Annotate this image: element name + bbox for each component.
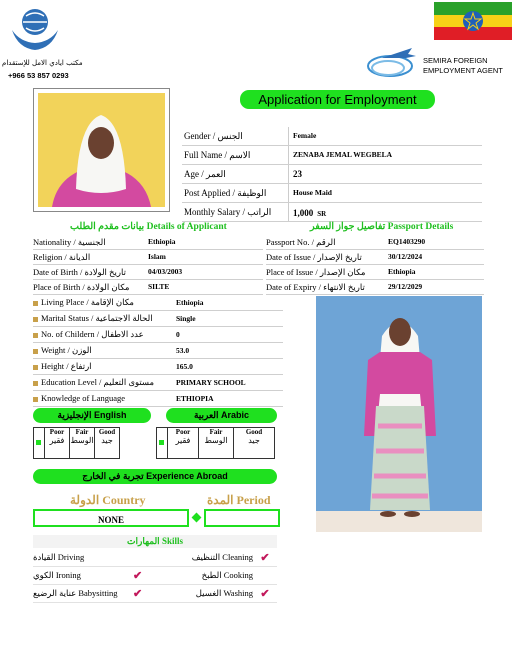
english-language-badge: الإنجليزية English: [33, 408, 151, 423]
personal-row: [33, 375, 283, 391]
english-good-cell[interactable]: Good جيد: [95, 428, 120, 459]
bullet-icon: [33, 317, 38, 322]
country-label: الدولة Country: [70, 493, 146, 507]
salary-label: Monthly Salary / الراتب: [182, 203, 289, 221]
issue-place-value: Ethiopia: [388, 267, 416, 276]
arabic-level-marker: [156, 427, 167, 459]
applicant-row: [33, 280, 263, 295]
dob-label: Date of Birth / تاريخ الولادة: [33, 267, 126, 277]
english-poor-cell[interactable]: Poor فقير: [45, 428, 70, 459]
agency-name-right-2: EMPLOYMENT AGENT: [423, 66, 503, 75]
summary-row: [182, 184, 482, 203]
salary-value-wrap: [289, 203, 326, 221]
nationality-value: Ethiopia: [148, 237, 176, 246]
personal-row: [33, 391, 283, 407]
applicant-details-header: بيانات مقدم الطلب Details of Applicant: [70, 222, 227, 232]
skill-cleaning-check[interactable]: ✔: [260, 552, 270, 564]
personal-details: [33, 295, 283, 407]
agency-name-right-1: SEMIRA FOREIGN: [423, 56, 488, 65]
summary-table: [182, 127, 482, 222]
skill-row: [33, 567, 277, 585]
hands-globe-icon: [4, 4, 66, 56]
summary-row: [182, 165, 482, 184]
applicant-row: [33, 265, 263, 280]
expiry-date-value: 29/12/2029: [388, 282, 423, 291]
education-label: Education Level / مستوى التعليم: [41, 377, 155, 387]
arabic-level-grid: [156, 427, 275, 459]
children-value: 0: [176, 330, 180, 339]
arabic-poor-cell[interactable]: Poor فقير: [168, 428, 199, 459]
post-applied-label: Post Applied / الوظيفة: [182, 184, 289, 202]
applicant-portrait: [33, 88, 170, 212]
summary-row: [182, 203, 482, 222]
children-label: No. of Childern / عدد الاطفال: [41, 329, 144, 339]
skill-cleaning-label: التنظيف Cleaning: [191, 552, 253, 562]
personal-row: [33, 311, 283, 327]
birthplace-label: Place of Birth / مكان الولادة: [33, 282, 130, 292]
skills-grid: [33, 549, 277, 603]
summary-row: [182, 127, 482, 146]
marital-status-value: Single: [176, 314, 196, 323]
passport-row: [266, 280, 484, 295]
english-fair-cell[interactable]: Fair الوسط: [70, 428, 95, 459]
issue-place-label: Place of Issue / مكان الإصدار: [266, 267, 366, 277]
weight-value: 53.0: [176, 346, 190, 355]
applicant-row: [33, 235, 263, 250]
bullet-icon: [33, 381, 38, 386]
bullet-icon: [33, 349, 38, 354]
post-applied-value: House Maid: [293, 188, 332, 197]
religion-label: Religion / الديانة: [33, 252, 91, 262]
full-name-label: Full Name / الاسم: [182, 146, 289, 164]
dob-value: 04/03/2003: [148, 267, 183, 276]
living-place-value: Ethiopia: [176, 298, 204, 307]
age-value: 23: [293, 169, 302, 179]
country-field[interactable]: NONE: [33, 509, 189, 527]
bullet-icon: [33, 333, 38, 338]
skill-ironing-check[interactable]: ✔: [133, 570, 143, 582]
issue-date-label: Date of Issue / تاريخ الإصدار: [266, 252, 362, 262]
passport-no-value: EQ1403290: [388, 237, 426, 246]
agency-logo-left: [4, 4, 66, 56]
passport-details-header: تفاصيل جواز السفر Passport Details: [310, 222, 454, 232]
living-place-label: Living Place / مكان الإقامة: [41, 297, 134, 307]
passport-row: [266, 235, 484, 250]
skill-ironing-label: الكوي Ironing: [33, 570, 81, 580]
passport-details: [266, 235, 484, 295]
passport-row: [266, 250, 484, 265]
religion-value: Islam: [148, 252, 166, 261]
age-label: Age / العمر: [182, 165, 289, 183]
arabic-good-cell[interactable]: Good جيد: [234, 428, 275, 459]
height-value: 165.0: [176, 362, 193, 371]
period-label: المدة Period: [207, 493, 271, 507]
marital-status-label: Marital Status / الحالة الاجتماعية: [41, 313, 153, 323]
personal-row: [33, 359, 283, 375]
weight-label: Weight / الوزن: [41, 345, 92, 355]
page-title: Application for Employment: [240, 90, 435, 109]
agency-name-arabic: مكتب ايادي الامل للإستقدام: [2, 59, 83, 67]
applicant-details: [33, 235, 263, 295]
skills-header: المهارات Skills: [33, 535, 277, 548]
issue-date-value: 30/12/2024: [388, 252, 423, 261]
skill-babysitting-label: عناية الرضيع Babysitting: [33, 588, 118, 598]
skill-driving-label: القيادة Driving: [33, 552, 85, 562]
ethiopia-flag-icon: [434, 2, 512, 40]
skill-row: [33, 585, 277, 603]
passport-row: [266, 265, 484, 280]
language-knowledge-label: Knowledge of Language: [41, 393, 126, 403]
height-label: Height / ارتفاع: [41, 361, 92, 371]
english-level-grid: [33, 427, 120, 459]
birthplace-value: SILTE: [148, 282, 170, 291]
english-levels-table: [44, 427, 120, 459]
language-knowledge-value: ETHIOPIA: [176, 394, 214, 403]
personal-row: [33, 327, 283, 343]
skill-cooking-label: الطبخ Cooking: [201, 570, 253, 580]
full-name-value: ZENABA JEMAL WEGBELA: [293, 150, 393, 159]
skill-washing-label: الغسيل Washing: [195, 588, 253, 598]
salary-unit: SR: [317, 210, 327, 218]
bullet-icon: [33, 301, 38, 306]
bullet-icon: [33, 365, 38, 370]
personal-row: [33, 295, 283, 311]
experience-abroad-header: تجربة في الخارج Experience Abroad: [33, 469, 277, 484]
applicant-full-photo: [316, 296, 482, 532]
english-level-marker: [33, 427, 44, 459]
gender-label: Gender / الجنس: [182, 127, 289, 145]
arabic-levels-table: [167, 427, 275, 459]
expiry-date-label: Date of Expiry / تاريخ الانتهاء: [266, 282, 365, 292]
skill-row: [33, 549, 277, 567]
checkmark-square-icon: [36, 440, 41, 445]
personal-row: [33, 343, 283, 359]
passport-no-label: Passport No. / الرقم: [266, 237, 336, 247]
period-field[interactable]: [204, 509, 280, 527]
diamond-separator-icon: [192, 513, 202, 523]
gender-value: Female: [293, 131, 317, 140]
skill-babysitting-check[interactable]: ✔: [133, 588, 143, 600]
agency-phone: +966 53 857 0293: [8, 71, 69, 80]
plane-globe-icon: [362, 44, 420, 80]
summary-row: [182, 146, 482, 165]
applicant-row: [33, 250, 263, 265]
bullet-icon: [33, 397, 38, 402]
nationality-label: Nationality / الجنسية: [33, 237, 106, 247]
checkmark-square-icon: [159, 440, 164, 445]
education-value: PRIMARY SCHOOL: [176, 378, 246, 387]
salary-value: 1,000: [293, 208, 314, 218]
arabic-fair-cell[interactable]: Fair الوسط: [199, 428, 234, 459]
skill-washing-check[interactable]: ✔: [260, 588, 270, 600]
arabic-language-badge: العربية Arabic: [166, 408, 277, 423]
